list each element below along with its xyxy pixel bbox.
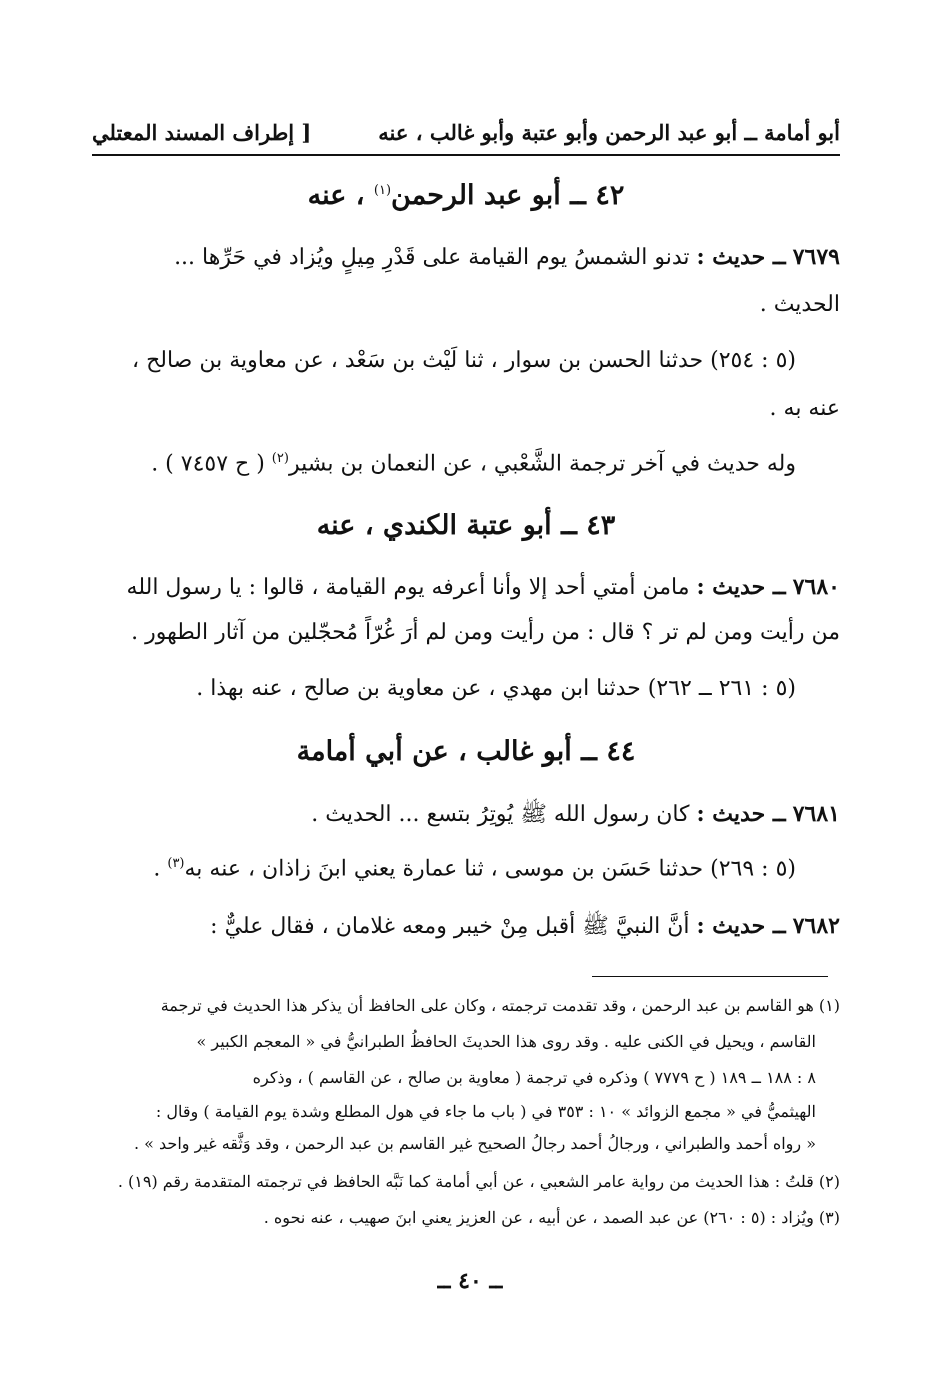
hadith-number: ٧٦٧٩ <box>792 244 840 270</box>
hadith-7681-line-1 <box>100 800 840 832</box>
source-text: (٥ : ٢٦٩) حدثنا حَسَن بن موسى ، ثنا عمارة يعني ابنَ زاذان ، عنه به <box>184 856 796 882</box>
footnote-rule <box>592 976 828 977</box>
heading-tail: ، عنه <box>307 180 365 211</box>
hadith-text: كان رسول الله ﷺ يُوتِرُ بتسع ... الحديث . <box>311 802 690 827</box>
hadith-7680-source: (٥ : ٢٦١ ــ ٢٦٢) حدثنا ابن مهدي ، عن معاوية بن صالح ، عنه بهذا . <box>196 676 796 701</box>
note-text: وله حديث في آخر ترجمة الشَّعْبي ، عن النعمان بن بشير <box>288 451 796 477</box>
hadith-keyword: ــ حديث : <box>696 913 786 939</box>
footnote-ref: (١) <box>373 183 392 198</box>
hadith-7680-line-1 <box>100 574 840 600</box>
running-header <box>92 112 840 156</box>
header-title: أبو أمامة ــ أبو عبد الرحمن وأبو عتبة وأبو غالب ، عنه <box>378 120 840 145</box>
header-rule <box>92 154 840 156</box>
section-heading-42 <box>92 180 840 211</box>
footnote-1-line-1: (١) هو القاسم بن عبد الرحمن ، وقد تقدمت ترجمته ، وكان على الحافظ أن يذكر هذا الحديث في ترجمة <box>160 996 840 1015</box>
hadith-7679-note <box>100 451 796 476</box>
source-tail: . <box>153 856 161 882</box>
hadith-keyword: ــ حديث : <box>696 244 786 270</box>
footnote-2: (٢) قلتُ : هذا الحديث من رواية عامر الشعبي ، عن أبي أمامة كما نَبَّه الحافظ في ترجمته المتقدمة رقم (١٩) . <box>117 1172 840 1191</box>
footnote-1-line-4: الهيثميُّ في « مجمع الزوائد » ١٠ : ٣٥٣ في ( باب ما جاء في هول المطلع وشدة يوم القيامة ) وقال : <box>155 1102 816 1121</box>
footnote-1-line-5: « رواه أحمد والطبراني ، ورجالُ أحمد رجالُ الصحيح غير القاسم بن عبد الرحمن ، وقد وَثَّقه غير واحد » . <box>133 1134 816 1153</box>
hadith-7681-source <box>100 856 796 881</box>
note-ref-text: ( ح ٧٤٥٧ ) . <box>151 451 265 477</box>
section-heading-43: ٤٣ ــ أبو عتبة الكندي ، عنه <box>316 510 616 541</box>
footnote-ref: (٣) <box>167 856 185 871</box>
footnote-ref: (٢) <box>271 451 289 466</box>
hadith-7682-line-1 <box>100 912 840 944</box>
hadith-7679-line-1 <box>100 244 840 270</box>
hadith-text: أنَّ النبيَّ ﷺ أقبل مِنْ خيبر ومعه غلامان ، فقال عليٌّ : <box>210 914 690 939</box>
hadith-7679-source-1: (٥ : ٢٥٤) حدثنا الحسن بن سوار ، ثنا لَيْث بن سَعْد ، عن معاوية بن صالح ، <box>131 348 796 373</box>
heading-text: ٤٢ ــ أبو عبد الرحمن <box>391 180 625 211</box>
hadith-number: ٧٦٨١ <box>792 801 840 827</box>
section-heading-44: ٤٤ ــ أبو غالب ، عن أبي أمامة <box>296 736 636 767</box>
hadith-number: ٧٦٨٢ <box>792 913 840 939</box>
hadith-number: ٧٦٨٠ <box>792 574 840 600</box>
footnote-1-line-3: ٨ : ١٨٨ ــ ١٨٩ ( ح ٧٧٧٩ ) وذكره في ترجمة ( معاوية بن صالح ، عن القاسم ) ، وذكره <box>252 1068 816 1087</box>
hadith-7679-source-2: عنه به . <box>769 396 840 421</box>
hadith-7679-line-2: الحديث . <box>759 292 840 317</box>
hadith-text: تدنو الشمسُ يوم القيامة على قَدْرِ مِيلٍ ويُزاد في حَرِّها ... <box>174 245 690 270</box>
header-book-title: [ إطراف المسند المعتلي <box>92 120 312 145</box>
hadith-keyword: ــ حديث : <box>696 574 786 600</box>
footnote-1-line-2: القاسم ، ويحيل في الكنى عليه . وقد روى هذا الحديثَ الحافظُ الطبرانيُّ في « المعجم الكبير » <box>196 1032 816 1051</box>
footnote-3: (٣) ويُزاد : (٥ : ٢٦٠) عن عبد الصمد ، عن أبيه ، عن العزيز يعني ابنَ صهيب ، عنه نحوه . <box>263 1208 840 1227</box>
page-number: ــ ٤٠ ــ <box>437 1268 503 1294</box>
hadith-7680-line-2: من رأيت ومن لم تر ؟ قال : من رأيت ومن لم أرَ غُرّاً مُحجّلين من آثار الطهور . <box>131 620 840 645</box>
hadith-text: مامن أمتي أحد إلا وأنا أعرفه يوم القيامة ، قالوا : يا رسول الله <box>126 575 690 600</box>
hadith-keyword: ــ حديث : <box>696 801 786 827</box>
